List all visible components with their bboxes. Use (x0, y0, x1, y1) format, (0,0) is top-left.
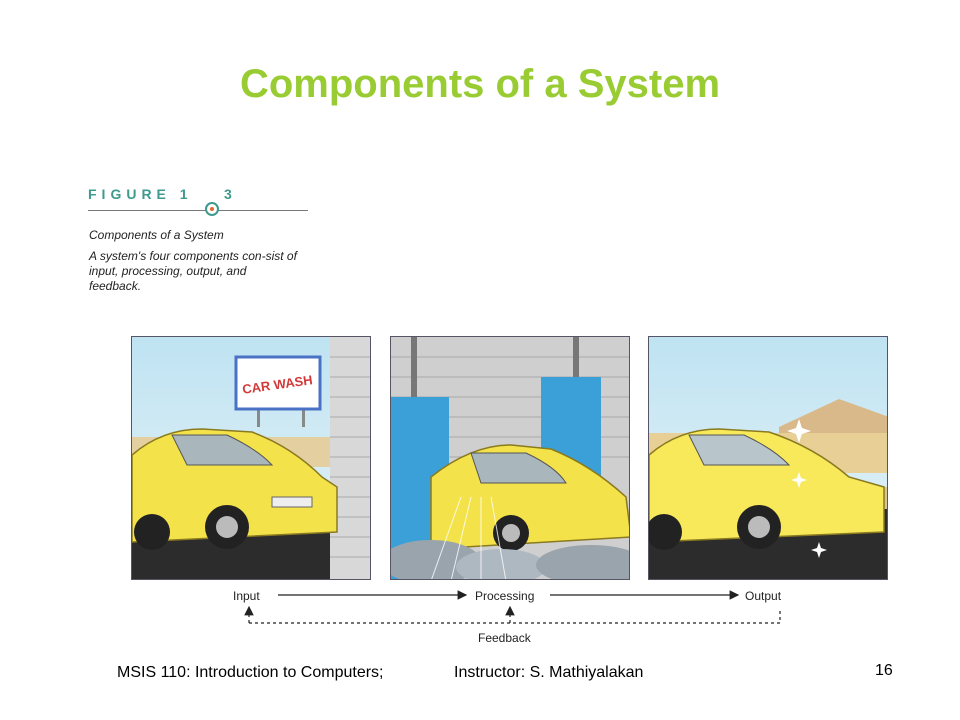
figure-header (88, 186, 308, 204)
figure-caption-title: Components of a System (89, 228, 224, 242)
figure-number: 3 (224, 186, 237, 202)
input-panel-image (131, 336, 371, 580)
feedback-loop (249, 608, 780, 623)
processing-panel-image (390, 336, 630, 580)
flow-label-output: Output (745, 589, 782, 603)
flow-label-feedback: Feedback (478, 631, 531, 645)
footer-course: MSIS 110: Introduction to Computers; (117, 664, 384, 681)
footer-instructor: Instructor: S. Mathiyalakan (454, 664, 644, 681)
output-panel-image (648, 336, 888, 580)
figure-label: FIGURE 1 (88, 186, 193, 202)
slide-title: Components of a System (239, 62, 721, 106)
car-wash-sign-text: CAR WASH (241, 372, 314, 397)
figure-target-icon (205, 202, 219, 216)
page-number: 16 (875, 662, 893, 679)
flow-label-input: Input (233, 589, 260, 603)
figure-caption-text: A system's four components con-sist of input, processing, output, and feedback. (89, 249, 297, 293)
flow-label-processing: Processing (475, 589, 535, 603)
figure-rule (88, 210, 308, 211)
